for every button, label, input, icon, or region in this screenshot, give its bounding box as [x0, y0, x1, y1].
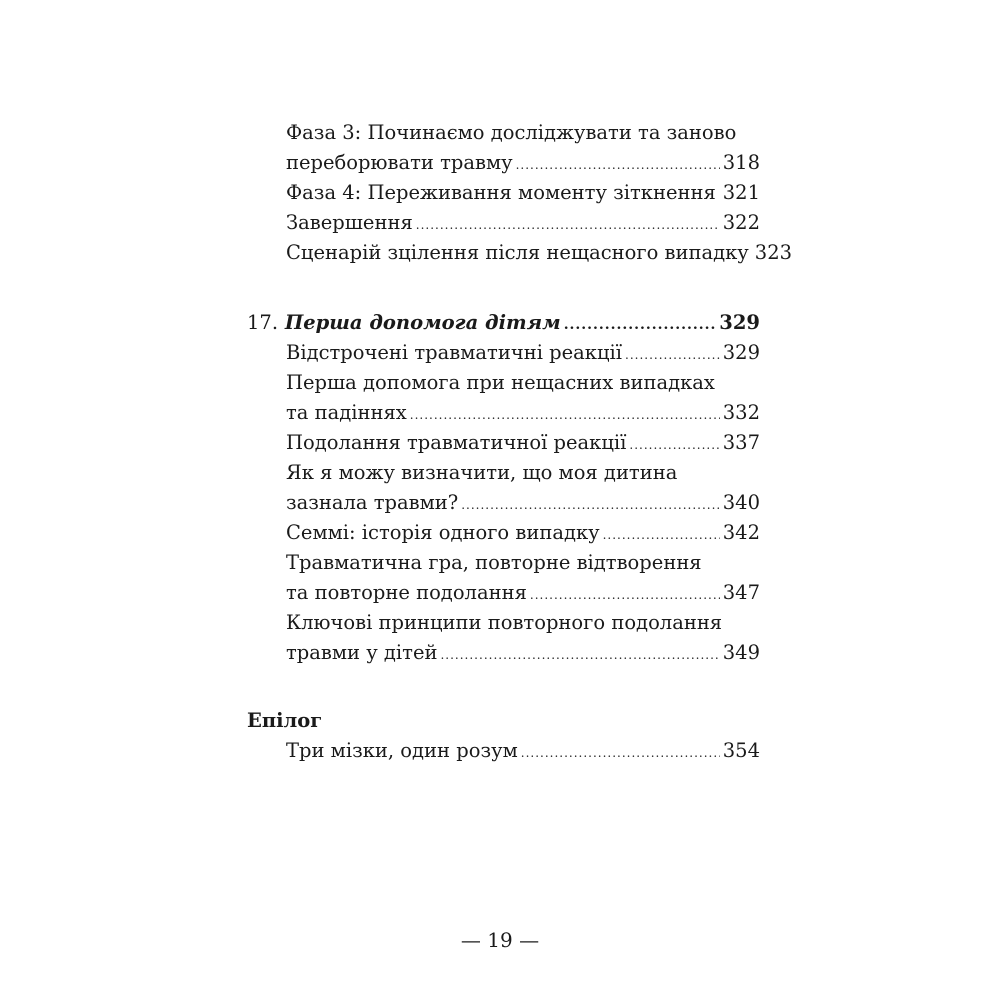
toc-entry [247, 338, 760, 368]
toc-entry [247, 518, 760, 548]
toc-entry [247, 208, 760, 238]
toc-chapter-17 [247, 308, 760, 668]
toc-entry-text: Семмі: історія одного випадку [286, 521, 600, 544]
toc-entry-text: Перша допомога при нещасних випадках [286, 371, 715, 394]
dot-leader [410, 398, 720, 430]
dot-leader [440, 638, 719, 670]
toc-page-number: 354 [722, 739, 760, 762]
toc-page-number: 329 [719, 311, 760, 334]
toc-page-number: 337 [722, 431, 760, 454]
toc-entry [247, 638, 760, 668]
toc-entry-text: Відстрочені травматичні реакції [286, 341, 622, 364]
toc-entry-text: Фаза 3: Починаємо досліджувати та заново [286, 121, 737, 144]
toc-page-number: 349 [722, 641, 760, 664]
toc-page-number: 347 [722, 581, 760, 604]
table-of-contents [247, 118, 793, 766]
dot-leader [629, 428, 719, 460]
toc-entry-text: Сценарій зцілення після нещасного випадку [286, 241, 749, 264]
toc-entry-text: Травматична гра, повторне відтворення [286, 551, 702, 574]
dot-leader [564, 308, 717, 340]
dot-leader [416, 208, 720, 240]
toc-entry-text: та падіннях [286, 401, 407, 424]
toc-page-number: 318 [722, 151, 760, 174]
toc-entry-text: Три мізки, один розум [286, 739, 518, 762]
toc-page-number: 342 [722, 521, 760, 544]
toc-entry-text: травми у дітей [286, 641, 438, 664]
toc-page-number: 332 [722, 401, 760, 424]
toc-entry [247, 736, 760, 766]
toc-page-number: 323 [754, 241, 793, 264]
toc-entry [247, 428, 760, 458]
epilogue-heading: Епілог [247, 709, 323, 732]
dot-leader [719, 178, 720, 210]
dot-leader [461, 488, 720, 520]
toc-block-pre [247, 118, 793, 268]
toc-entry-line [247, 458, 760, 488]
toc-entry-text: Подолання травматичної реакції [286, 431, 627, 454]
page-number: — 19 — [460, 928, 540, 952]
toc-entry-line [247, 548, 760, 578]
dot-leader [516, 148, 720, 180]
toc-entry [247, 178, 760, 208]
toc-page-number: 321 [722, 181, 760, 204]
toc-entry-text: Ключові принципи повторного подолання [286, 611, 723, 634]
toc-entry [247, 238, 793, 268]
dot-leader [603, 518, 720, 550]
toc-page-number: 322 [722, 211, 760, 234]
toc-page-number: 340 [722, 491, 760, 514]
toc-entry [247, 578, 760, 608]
chapter-title: Перша допомога дітям [284, 311, 561, 334]
toc-entry-text: Фаза 4: Переживання моменту зіткнення [286, 181, 716, 204]
dot-leader [625, 338, 720, 370]
toc-entry-text: та повторне подолання [286, 581, 527, 604]
toc-entry-text: Як я можу визначити, що моя дитина [286, 461, 678, 484]
dot-leader [521, 736, 720, 768]
toc-entry-line [247, 368, 760, 398]
toc-entry [247, 148, 760, 178]
toc-epilogue [247, 706, 760, 766]
chapter-heading [247, 308, 760, 338]
toc-entry [247, 398, 760, 428]
toc-entry-text: Завершення [286, 211, 413, 234]
chapter-number: 17. [247, 311, 279, 334]
toc-entry-line [247, 118, 760, 148]
toc-entry-line [247, 608, 760, 638]
dot-leader [530, 578, 720, 610]
toc-entry-text: переборювати травму [286, 151, 513, 174]
toc-entry [247, 488, 760, 518]
toc-page-number: 329 [722, 341, 760, 364]
toc-entry-text: зазнала травми? [286, 491, 459, 514]
